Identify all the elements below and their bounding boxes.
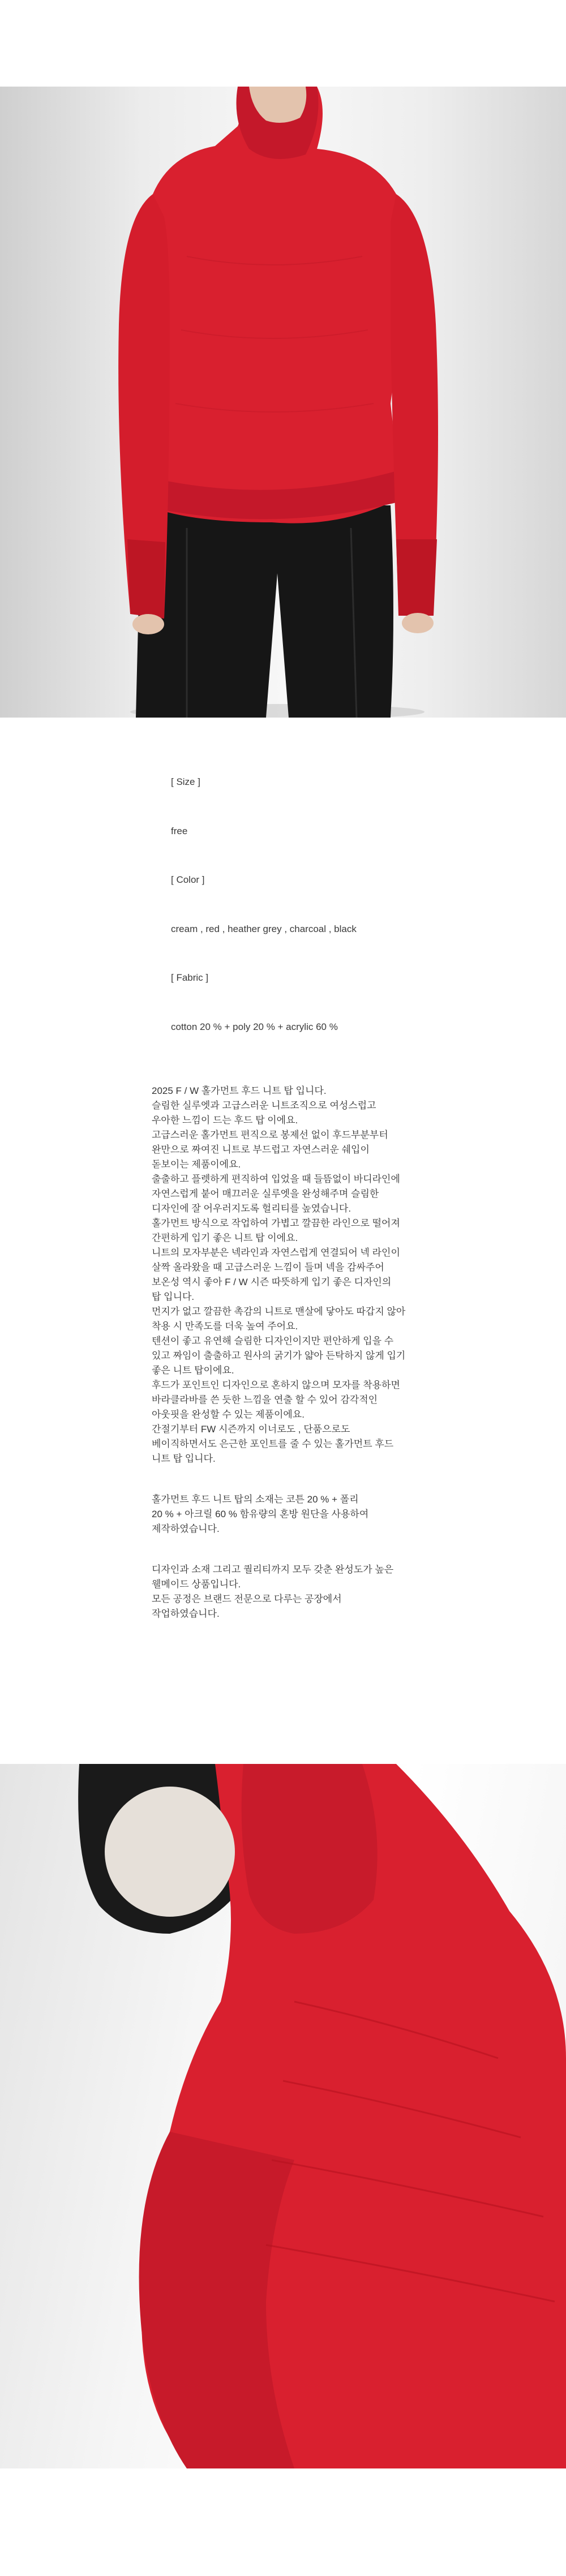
hero-photo-illustration (0, 87, 566, 718)
hero-product-photo (0, 87, 566, 718)
product-description (152, 1084, 423, 1621)
color-heading: [ Color ] (171, 874, 205, 885)
description-paragraph-1: 2025 F / W 홀가먼트 후드 니트 탑 입니다. 슬림한 실루엣과 고급스러운 니트조직으로 여성스럽고 우아한 느낌이 드는 후드 탑 이에요. 고급스러운 홀가먼트 편직으로 봉제선 없이 후드부분부터 완만으로 짜여진 니트로 부드럽고 자연스러운 쉐입이 돋보이는 제품이에요. 출출하고 플렛하게 편직하여 입었을 때 들뜸없이 바디라인에 자연스럽게 붙어 매끄러운 실루엣을 완성해주며 슬림한 디자인에 잘 어우러지도록 헐리티를 높였습니다. 홀가먼트 방식으로 작업하여 가볍고 깔끔한 라인으로 떨어져 간편하게 입기 좋은 니트 탑 이에요. 니트의 모자부분은 넥라인과 자연스럽게 연결되어 넥 라인이 살짝 올라왔을 때 고급스러운 느낌이 들며 넥을 감싸주어 보온성 역시 좋아 F / W 시즌 따뜻하게 입기 좋은 디자인의 탑 입니다. 먼지가 없고 깔끔한 촉감의 니트로 맨살에 닿아도 따갑지 않아 착용 시 만족도를 더욱 높여 주어요. 텐션이 좋고 유연해 슬림한 디자인이지만 편안하게 입을 수 있고 짜임이 출출하고 원사의 굵기가 얇아 든탁하지 않게 입기 좋은 니트 탑이에요. 후드가 포인트인 디자인으로 혼하지 않으며 모자를 착용하면 바라클라바를 쓴 듯한 느낌을 연출 할 수 있어 감각적인 아웃핏을 완성할 수 있는 제품이에요. 간절기부터 FW 시즌까지 이너로도 , 단품으로도 베이직하면서도 은근한 포인트를 줄 수 있는 홀가먼트 후드 니트 탑 입니다. (152, 1085, 406, 1464)
detail-product-photo (0, 1764, 566, 2468)
size-value: free (171, 826, 188, 836)
size-heading: [ Size ] (171, 776, 200, 787)
right-cuff (396, 539, 437, 616)
detail-photo-illustration (0, 1764, 566, 2468)
right-hand (402, 613, 434, 633)
face-blur-circle (105, 1787, 235, 1917)
description-paragraph-2: 홀가먼트 후드 니트 탑의 소재는 코튼 20 % + 폴리 20 % + 아크릴 60 % 함유량의 혼방 원단을 사용하여 제작하였습니다. (152, 1494, 369, 1534)
hood-closeup (242, 1764, 378, 1934)
fabric-heading: [ Fabric ] (171, 972, 209, 983)
left-hand (132, 614, 164, 634)
black-pants (136, 505, 393, 718)
left-cuff (127, 539, 165, 619)
fabric-value: cotton 20 % + poly 20 % + acrylic 60 % (171, 1021, 338, 1032)
description-paragraph-3: 디자인과 소재 그리고 퀄리티까지 모두 갖춘 완성도가 높은 웰메이드 상품입니다. 모든 공정은 브랜드 전문으로 다루는 공장에서 작업하였습니다. (152, 1564, 394, 1619)
color-value: cream , red , heather grey , charcoal , black (171, 924, 357, 934)
